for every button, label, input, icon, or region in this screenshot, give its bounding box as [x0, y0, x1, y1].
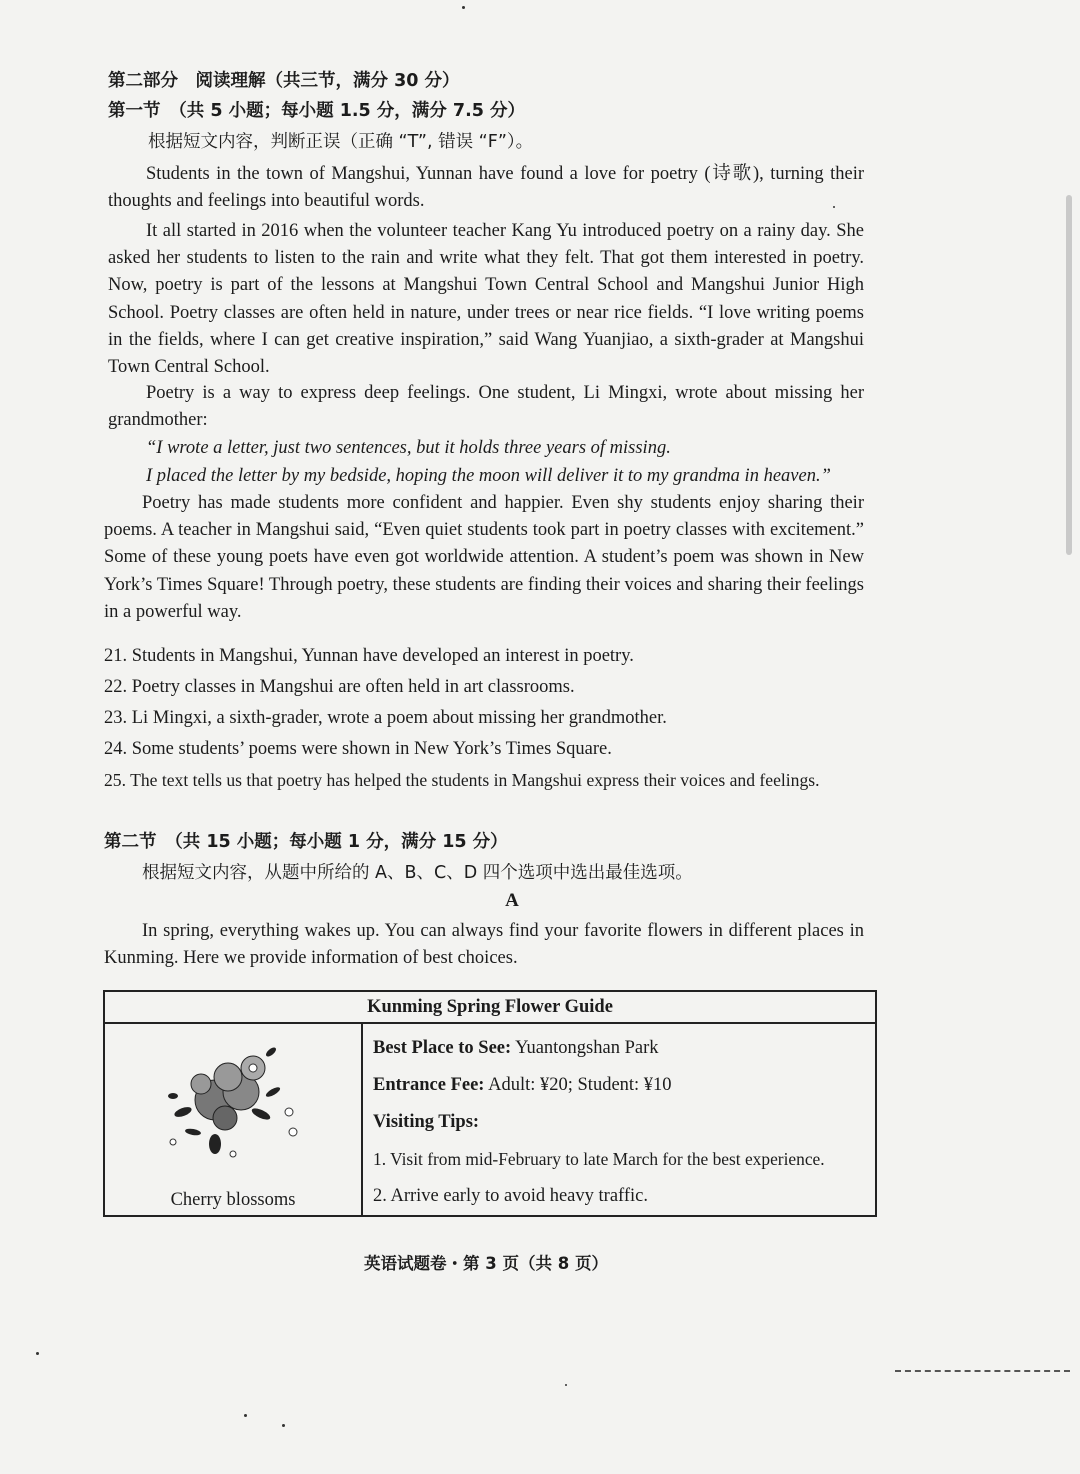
question-24: 24. Some students’ poems were shown in New York’s Times Square.	[104, 739, 612, 759]
poem-line-1: “I wrote a letter, just two sentences, but it holds three years of missing.	[146, 438, 671, 458]
scan-speck	[565, 1384, 567, 1386]
passage-a-intro: In spring, everything wakes up. You can always find your favorite flowers in different places in Kunming. Here we provide information of best choices.	[104, 921, 864, 969]
visiting-tip-2: 2. Arrive early to avoid heavy traffic.	[373, 1186, 648, 1206]
entrance-fee-label: Entrance Fee:	[373, 1075, 485, 1095]
flower-guide-table	[103, 990, 877, 1217]
visiting-tip-1: 1. Visit from mid-February to late March for the best experience.	[373, 1149, 825, 1169]
flower-caption: Cherry blossoms	[170, 1190, 296, 1210]
question-25: 25. The text tells us that poetry has helped the students in Mangshui express their voices and feelings.	[104, 770, 820, 790]
section2-title: 第二节 （共 15 小题；每小题 1 分，满分 15 分）	[104, 832, 508, 852]
question-21: 21. Students in Mangshui, Yunnan have developed an interest in poetry.	[104, 646, 634, 666]
passage-paragraph-4: Poetry has made students more confident and happier. Even shy students enjoy sharing their poems. A teacher in Mangshui said, “Even quiet students took part in poetry classes with excitement.” Some of these young poets have even got worldwide attention. A student’s poem was shown in New York’s Times Square! Through poetry, these students are finding their voices and sharing their feelings in a powerful way.	[104, 493, 864, 622]
scan-speck	[462, 6, 465, 9]
question-22: 22. Poetry classes in Mangshui are often held in art classrooms.	[104, 677, 575, 697]
passage-paragraph-3: Poetry is a way to express deep feelings. One student, Li Mingxi, wrote about missing her grandmother:	[108, 383, 864, 431]
passage-letter: A	[505, 890, 519, 911]
best-place-value: Yuantongshan Park	[515, 1038, 659, 1058]
scan-speck	[244, 1414, 247, 1417]
entrance-fee-value: Adult: ¥20; Student: ¥10	[488, 1075, 672, 1095]
best-place-label: Best Place to See:	[373, 1038, 512, 1058]
section1-instruction: 根据短文内容，判断正误（正确 “T”, 错误 “F”）。	[148, 132, 534, 152]
scrollbar[interactable]	[1066, 195, 1072, 555]
page-footer: 英语试题卷・第 3 页（共 8 页）	[364, 1254, 608, 1273]
question-23: 23. Li Mingxi, a sixth-grader, wrote a poem about missing her grandmother.	[104, 708, 667, 728]
poem-line-2: I placed the letter by my bedside, hoping the moon will deliver it to my grandma in heaven.”	[146, 466, 831, 486]
cherry-blossom-icon	[153, 1032, 313, 1172]
passage-paragraph-1: Students in the town of Mangshui, Yunnan have found a love for poetry (诗歌), turning their thoughts and feelings into beautiful words.	[108, 164, 864, 212]
visiting-tips-label: Visiting Tips:	[373, 1112, 480, 1132]
entrance-fee-row	[373, 1067, 875, 1104]
passage-paragraph-2: It all started in 2016 when the volunteer teacher Kang Yu introduced poetry on a rainy day. She asked her students to listen to the rain and write what they felt. That got them interested in poetry. Now, poetry is part of the lessons at Mangshui Town Central School and Mangshui Junior High School. Poetry classes are often held in nature, under trees or near rice fields. “I love writing poems in the fields, where I can get creative inspiration,” said Wang Yuanjiao, a sixth-grader at Mangshui Town Central School.	[108, 221, 864, 378]
scan-mark-line	[895, 1370, 1070, 1374]
section1-title: 第一节 （共 5 小题；每小题 1.5 分，满分 7.5 分）	[108, 101, 525, 121]
scan-speck	[282, 1424, 285, 1427]
flower-info-cell	[362, 1023, 876, 1216]
scan-speck	[833, 206, 835, 208]
best-place-row	[373, 1030, 875, 1067]
part-title: 第二部分 阅读理解（共三节，满分 30 分）	[108, 71, 460, 91]
guide-title: Kunming Spring Flower Guide	[104, 991, 876, 1023]
flower-image-cell	[104, 1023, 362, 1216]
scan-speck	[36, 1352, 39, 1355]
section2-instruction: 根据短文内容，从题中所给的 A、B、C、D 四个选项中选出最佳选项。	[142, 863, 693, 883]
visiting-tips-label-row	[373, 1104, 875, 1141]
